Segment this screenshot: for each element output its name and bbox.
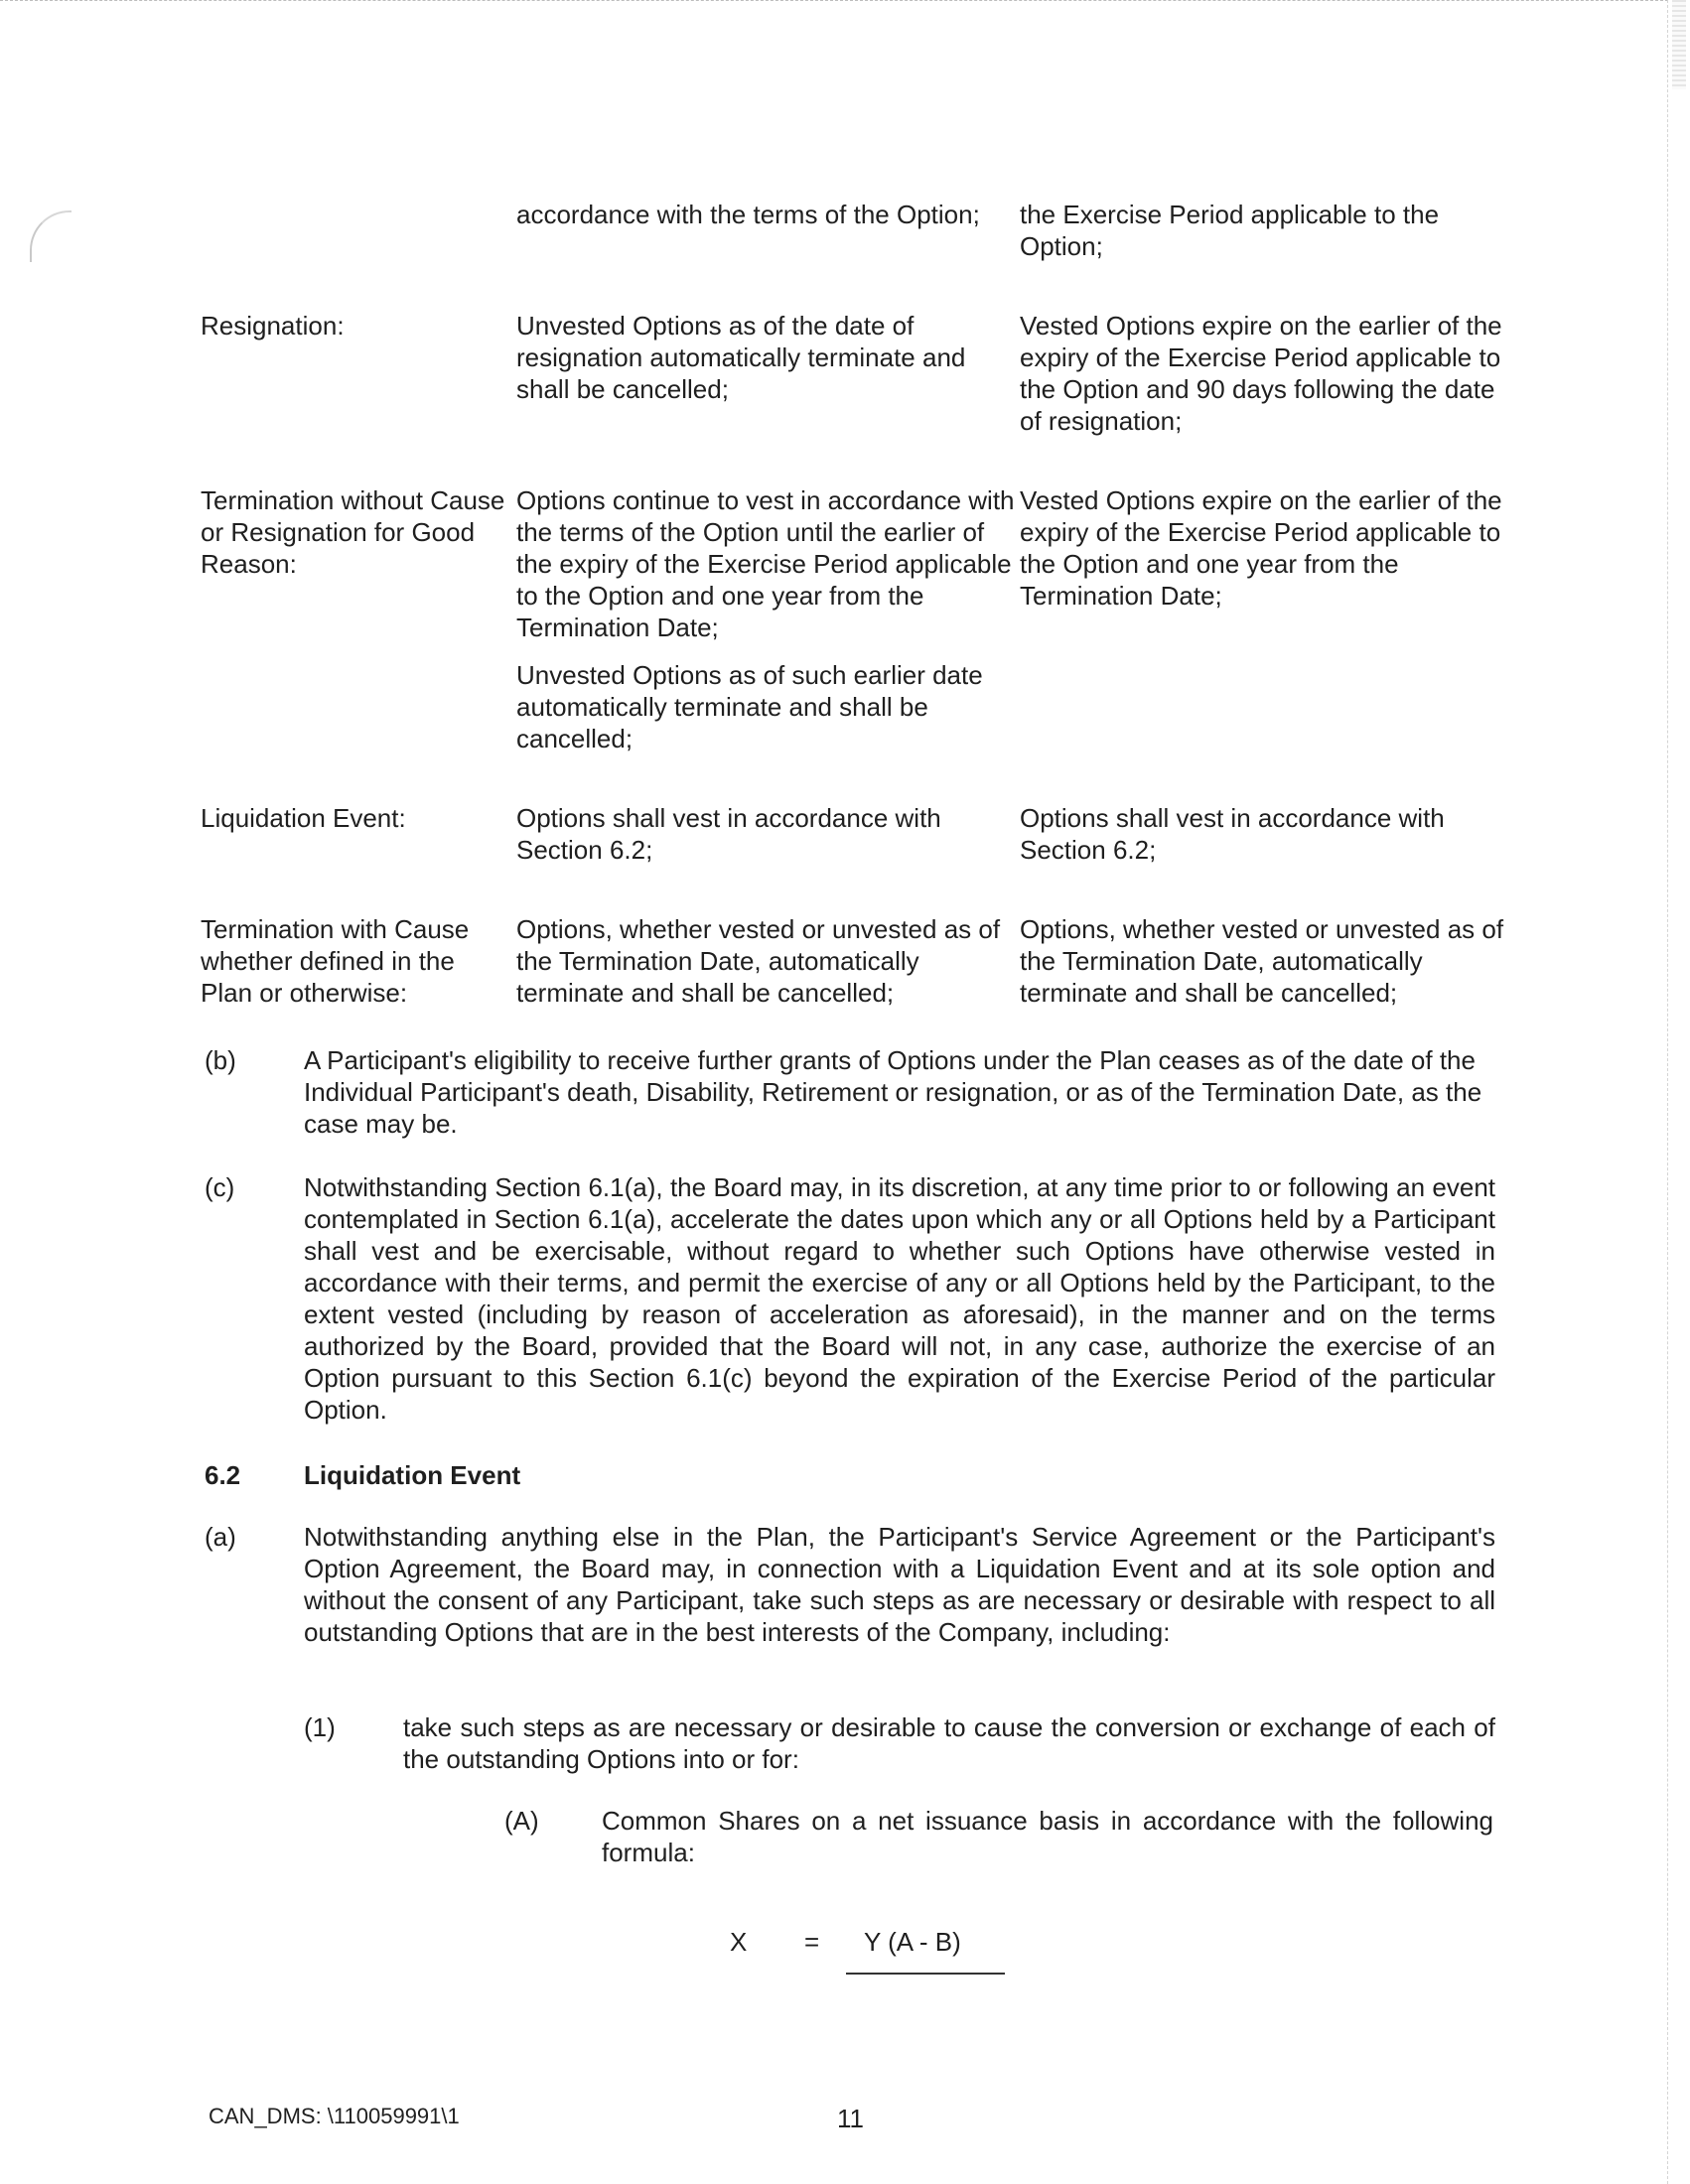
unvested-text: Unvested Options as of the date of resignation automatically terminate and shall be cancelled; [516,311,966,404]
unvested-cell [511,484,1015,754]
item-label: (1) [304,1712,336,1742]
item-label: (A) [504,1806,539,1836]
scan-artifact [1672,0,1686,89]
vested-cell: Options, whether vested or unvested as of the Termination Date, automatically terminate and shall be cancelled; [1020,914,1504,1008]
scan-border-top [0,0,1668,3]
document-id: CAN_DMS: \110059991\1 [209,2104,460,2128]
item-text: take such steps as are necessary or desirable to cause the conversion or exchange of each of the outstanding Options into or for: [403,1712,1495,1774]
formula-equals: = [804,1927,820,1957]
punch-mark [30,210,71,262]
item-text: Common Shares on a net issuance basis in accordance with the following formula: [602,1806,1493,1867]
vested-cell: Vested Options expire on the earlier of the expiry of the Exercise Period applicable to the Option and 90 days following the date of resignation; [1020,311,1502,436]
paragraph-text: Notwithstanding anything else in the Plan, the Participant's Service Agreement or the Participant's Option Agreement, the Board may, in connection with a Liquidation Event and at its sole option and without the consent of any Participant, take such steps as are necessary or desirable with respect to all outstanding Options that are in the best interests of the Company, including: [304,1522,1495,1647]
section-number: 6.2 [205,1460,241,1490]
event-cell: Resignation: [201,311,345,341]
unvested-cell [511,199,1015,262]
event-cell: Liquidation Event: [201,803,406,833]
section-title: Liquidation Event [304,1460,521,1490]
formula-numerator: Y (A - B) [864,1927,961,1957]
event-cell: Termination without Cause or Resignation for Good Reason: [201,485,505,579]
unvested-text: Unvested Options as of such earlier date automatically terminate and shall be cancelled; [516,660,983,753]
unvested-text: Options, whether vested or unvested as of the Termination Date, automatically terminate and shall be cancelled; [516,914,1001,1008]
paragraph-text: Notwithstanding Section 6.1(a), the Board may, in its discretion, at any time prior to or following an event contemplated in Section 6.1(a), accelerate the dates upon which any or all Options held by a Participant shall vest and be exercisable, without regard to whether such Options have otherwise vested in accordance with their terms, and permit the exercise of any or all Options held by the Participant, to the extent vested (including by reason of acceleration as aforesaid), in the manner and on the terms authorized by the Board, provided that the Board will not, in any case, authorize the exercise of an Option pursuant to this Section 6.1(c) beyond the expiration of the Exercise Period of the particular Option. [304,1172,1495,1425]
paragraph-text: A Participant's eligibility to receive further grants of Options under the Plan ceases as of the date of the Individual Participant's death, Disability, Retirement or resignation, or as of the Termination Date, as the case may be. [304,1045,1482,1139]
unvested-text: accordance with the terms of the Option; [516,200,980,229]
vested-cell: Vested Options expire on the earlier of the expiry of the Exercise Period applicable to the Option and one year from the Termination Date; [1020,485,1502,611]
scan-border-right [1667,0,1670,2184]
unvested-text: Options continue to vest in accordance with the terms of the Option until the earlier of the expiry of the Exercise Period applicable to the Option and one year from the Termination Date; [516,485,1015,642]
page-number: 11 [837,2104,864,2133]
paragraph-label: (a) [205,1522,236,1552]
unvested-cell [511,310,1015,437]
paragraph-label: (c) [205,1172,235,1202]
paragraph-label: (b) [205,1045,236,1075]
formula-lhs: X [730,1927,748,1957]
unvested-text: Options shall vest in accordance with Section 6.2; [516,803,941,865]
event-cell [201,199,511,262]
fraction-bar [846,1973,1005,1975]
vested-cell: Options shall vest in accordance with Section 6.2; [1020,803,1445,865]
termination-table [201,199,1511,1009]
event-cell: Termination with Cause whether defined in the Plan or otherwise: [201,914,470,1008]
unvested-cell [511,913,1015,1009]
unvested-cell [511,802,1015,866]
vested-cell: the Exercise Period applicable to the Option; [1020,200,1440,261]
